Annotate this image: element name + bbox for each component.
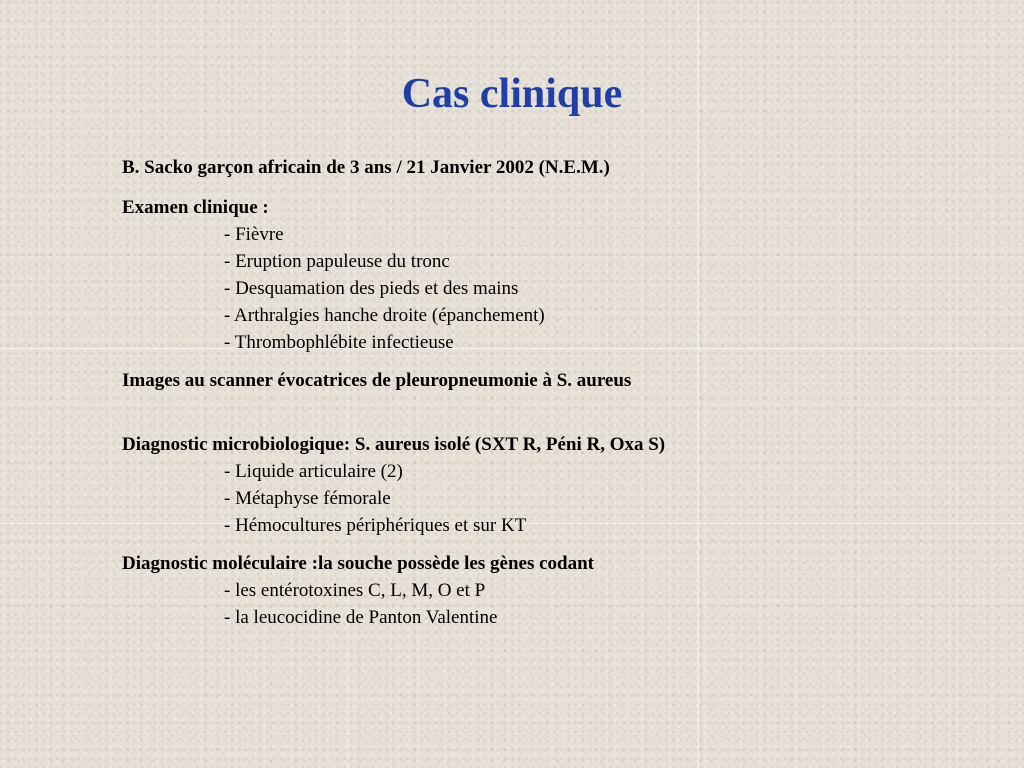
exam-item: - Arthralgies hanche droite (épanchement): [224, 305, 545, 326]
molecular-heading: Diagnostic moléculaire :la souche possède les gènes codant: [122, 553, 594, 574]
exam-item: - Fièvre: [224, 224, 284, 245]
micro-heading: Diagnostic microbiologique: S. aureus isolé (SXT R, Péni R, Oxa S): [122, 434, 666, 455]
exam-heading: Examen clinique :: [122, 197, 269, 218]
imaging-line: Images au scanner évocatrices de pleuropneumonie à S. aureus: [122, 370, 632, 391]
micro-item: - Hémocultures périphériques et sur KT: [224, 515, 527, 536]
molecular-item: - les entérotoxines C, L, M, O et P: [224, 580, 486, 601]
patient-line: B. Sacko garçon africain de 3 ans / 21 Janvier 2002 (N.E.M.): [122, 157, 610, 178]
exam-item: - Desquamation des pieds et des mains: [224, 278, 519, 299]
micro-item: - Métaphyse fémorale: [224, 488, 391, 509]
molecular-item: - la leucocidine de Panton Valentine: [224, 607, 498, 628]
slide-body: [122, 154, 1002, 631]
exam-item: - Eruption papuleuse du tronc: [224, 251, 450, 272]
micro-item: - Liquide articulaire (2): [224, 461, 403, 482]
slide-title: Cas clinique: [401, 71, 623, 117]
exam-item: - Thrombophlébite infectieuse: [224, 332, 454, 353]
